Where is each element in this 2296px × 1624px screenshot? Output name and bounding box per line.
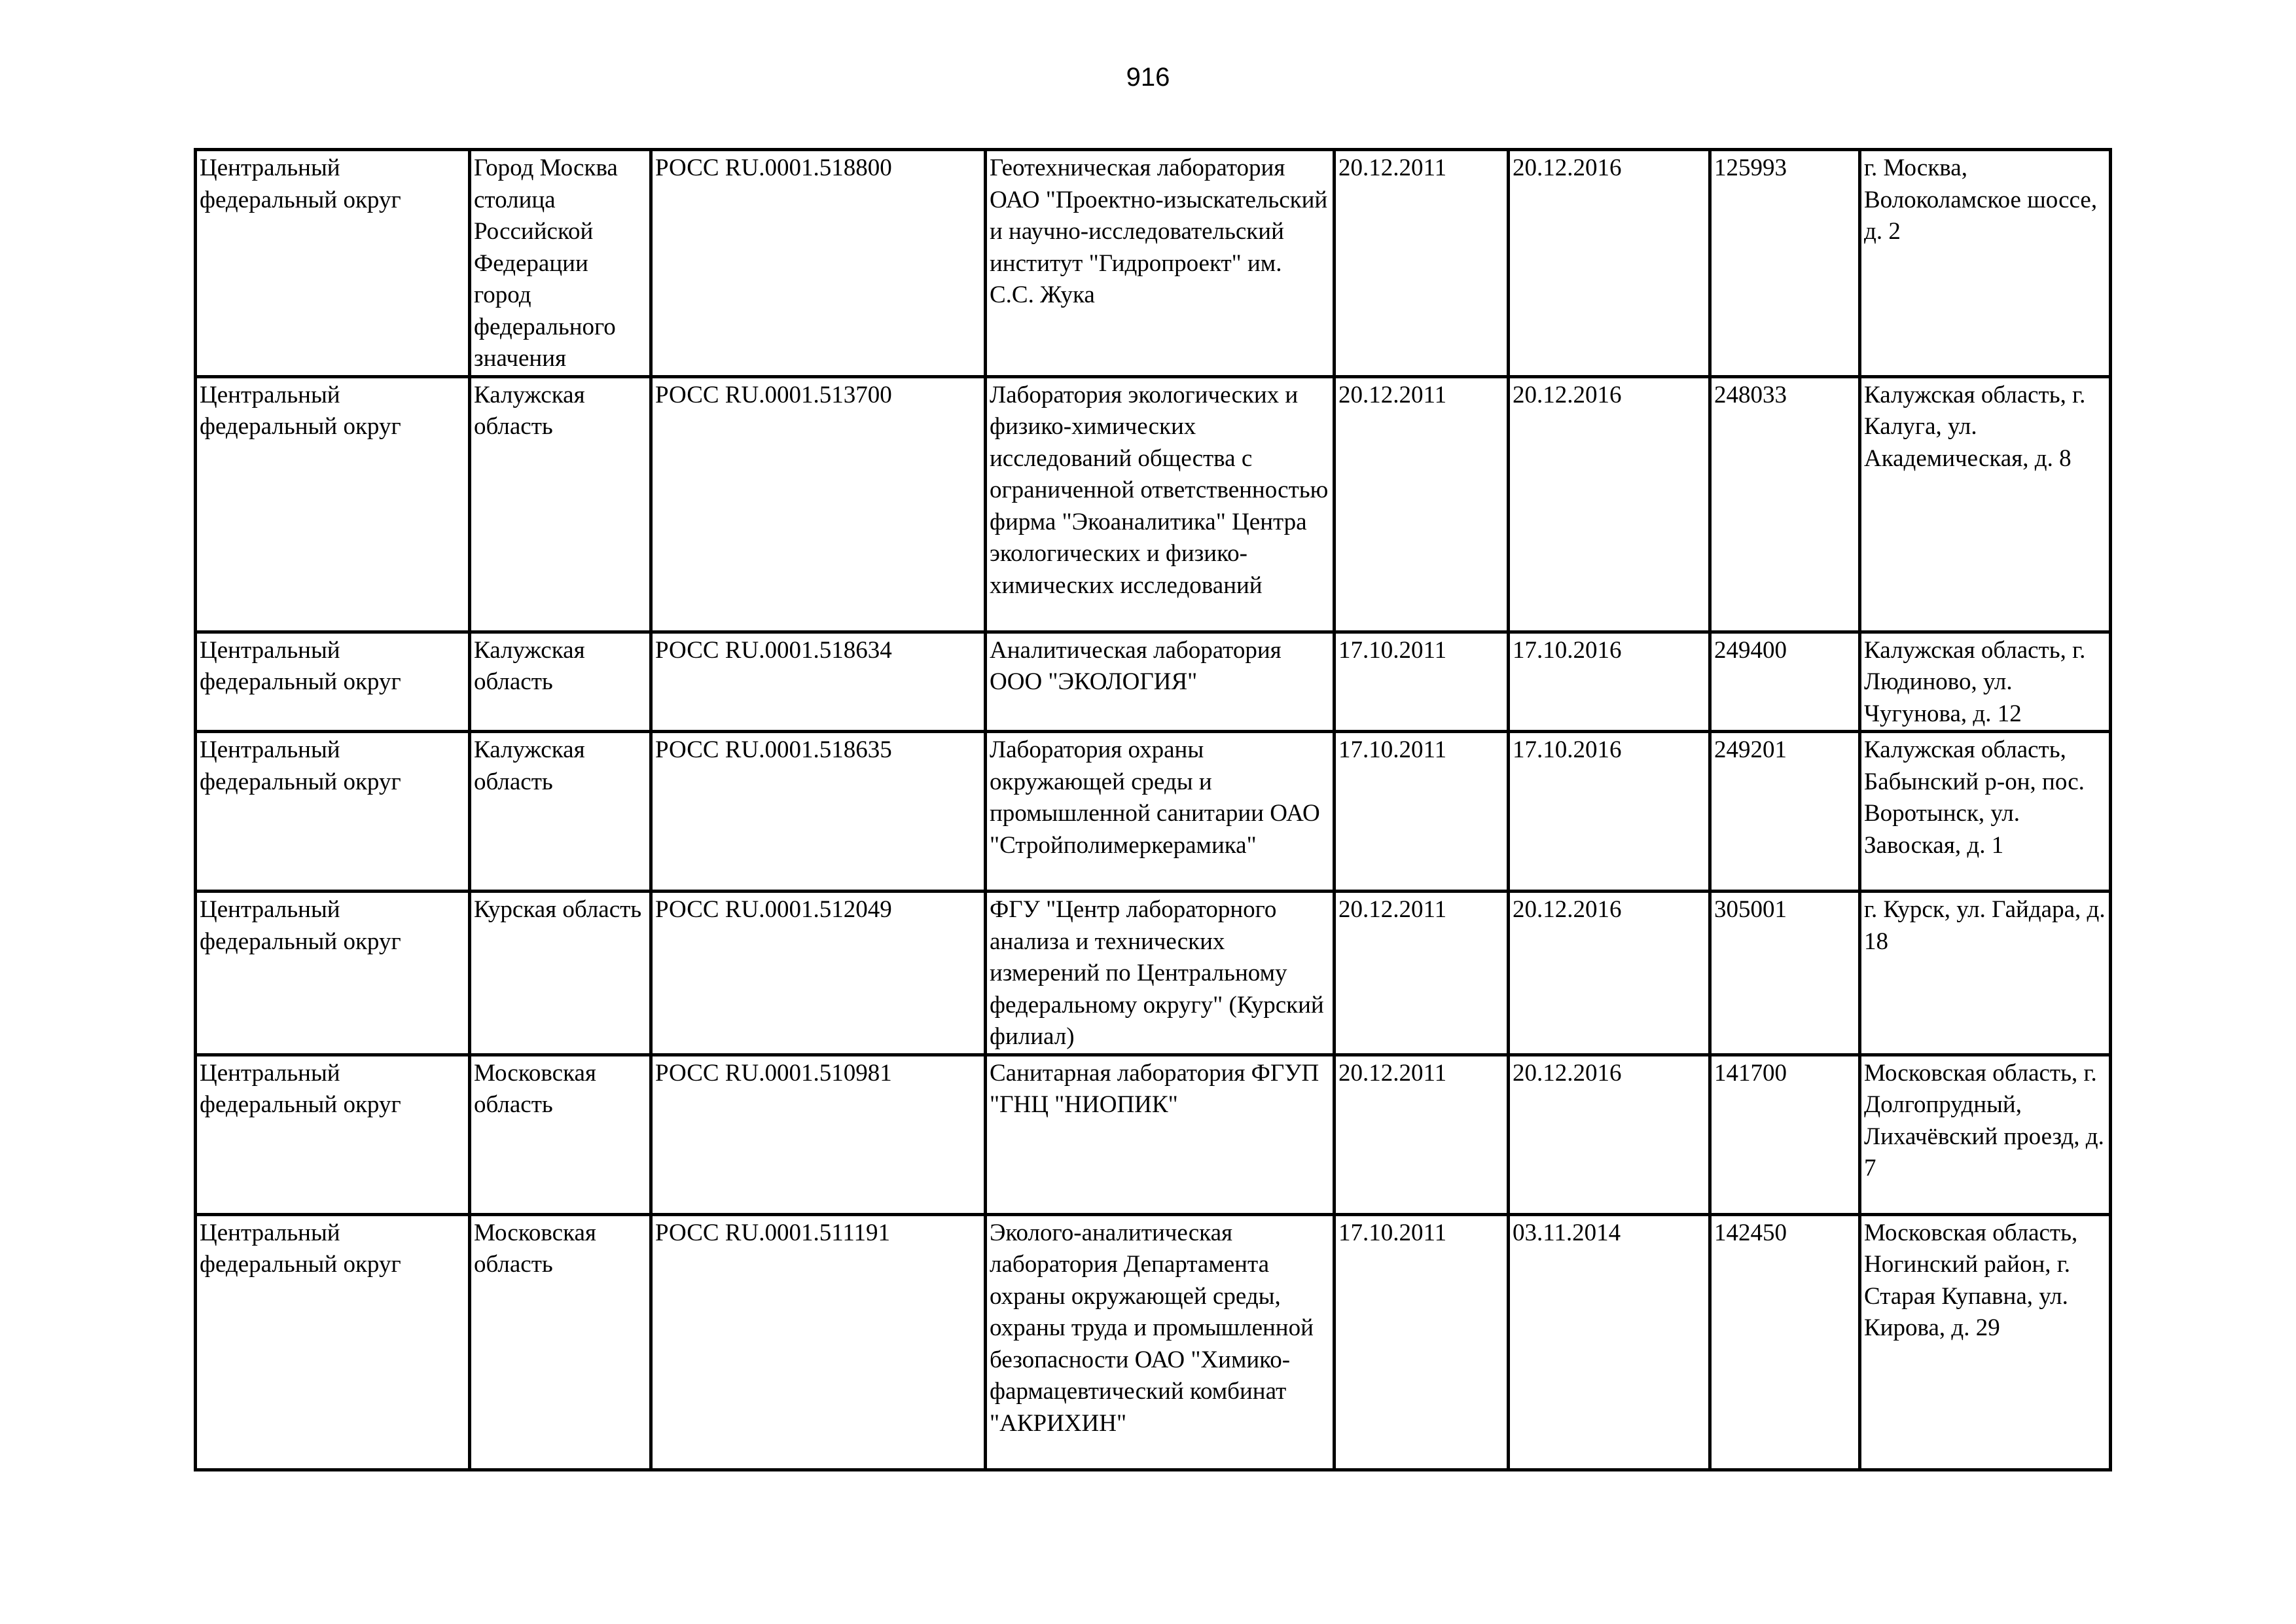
address-cell: Калужская область, г. Калуга, ул. Академическая, д. 8 [1860, 376, 2111, 632]
table-row [196, 732, 2111, 892]
laboratory-cell: Лаборатория охраны окружающей среды и промышленной санитарии ОАО "Стройполимеркерамика" [986, 732, 1335, 892]
certificate-cell: РОСС RU.0001.518635 [651, 732, 986, 892]
date-to-cell: 20.12.2016 [1509, 892, 1710, 1055]
address-cell: Московская область, г. Долгопрудный, Лихачёвский проезд, д. 7 [1860, 1055, 2111, 1214]
date-from-cell: 17.10.2011 [1335, 632, 1509, 732]
region-cell: Калужская область [470, 632, 651, 732]
certificate-cell: РОСС RU.0001.512049 [651, 892, 986, 1055]
table-row [196, 1055, 2111, 1214]
date-from-cell: 20.12.2011 [1335, 376, 1509, 632]
laboratory-cell: Санитарная лаборатория ФГУП "ГНЦ "НИОПИК" [986, 1055, 1335, 1214]
address-cell: г. Курск, ул. Гайдара, д. 18 [1860, 892, 2111, 1055]
date-to-cell: 03.11.2014 [1509, 1214, 1710, 1470]
postal-code-cell: 141700 [1710, 1055, 1860, 1214]
certificate-cell: РОСС RU.0001.518800 [651, 150, 986, 377]
region-cell: Московская область [470, 1214, 651, 1470]
region-cell: Московская область [470, 1055, 651, 1214]
postal-code-cell: 125993 [1710, 150, 1860, 377]
postal-code-cell: 248033 [1710, 376, 1860, 632]
address-cell: г. Москва, Волоколамское шоссе, д. 2 [1860, 150, 2111, 377]
address-cell: Калужская область, г. Людиново, ул. Чугунова, д. 12 [1860, 632, 2111, 732]
page-number: 916 [1126, 63, 1170, 92]
region-cell: Курская область [470, 892, 651, 1055]
district-cell: Центральный федеральный округ [196, 732, 470, 892]
district-cell: Центральный федеральный округ [196, 1214, 470, 1470]
address-cell: Московская область, Ногинский район, г. Старая Купавна, ул. Кирова, д. 29 [1860, 1214, 2111, 1470]
date-from-cell: 20.12.2011 [1335, 1055, 1509, 1214]
table-row [196, 150, 2111, 377]
table-row [196, 1214, 2111, 1470]
certificate-cell: РОСС RU.0001.511191 [651, 1214, 986, 1470]
district-cell: Центральный федеральный округ [196, 892, 470, 1055]
table-row [196, 892, 2111, 1055]
region-cell: Калужская область [470, 376, 651, 632]
table-row [196, 632, 2111, 732]
certificate-cell: РОСС RU.0001.518634 [651, 632, 986, 732]
district-cell: Центральный федеральный округ [196, 632, 470, 732]
date-from-cell: 17.10.2011 [1335, 1214, 1509, 1470]
table-row [196, 376, 2111, 632]
date-to-cell: 20.12.2016 [1509, 376, 1710, 632]
region-cell: Калужская область [470, 732, 651, 892]
district-cell: Центральный федеральный округ [196, 1055, 470, 1214]
date-to-cell: 20.12.2016 [1509, 1055, 1710, 1214]
laboratory-registry-table [194, 148, 2112, 1471]
postal-code-cell: 249400 [1710, 632, 1860, 732]
postal-code-cell: 142450 [1710, 1214, 1860, 1470]
date-to-cell: 20.12.2016 [1509, 150, 1710, 377]
postal-code-cell: 305001 [1710, 892, 1860, 1055]
district-cell: Центральный федеральный округ [196, 150, 470, 377]
district-cell: Центральный федеральный округ [196, 376, 470, 632]
laboratory-cell: Лаборатория экологических и физико-химических исследований общества с ограниченной ответственностью фирма "Экоаналитика" Центра экологических и физико-химических исследований [986, 376, 1335, 632]
certificate-cell: РОСС RU.0001.513700 [651, 376, 986, 632]
laboratory-cell: Аналитическая лаборатория ООО "ЭКОЛОГИЯ" [986, 632, 1335, 732]
address-cell: Калужская область, Бабынский р-он, пос. Воротынск, ул. Завоская, д. 1 [1860, 732, 2111, 892]
date-to-cell: 17.10.2016 [1509, 732, 1710, 892]
date-from-cell: 20.12.2011 [1335, 892, 1509, 1055]
date-from-cell: 20.12.2011 [1335, 150, 1509, 377]
date-to-cell: 17.10.2016 [1509, 632, 1710, 732]
postal-code-cell: 249201 [1710, 732, 1860, 892]
region-cell: Город Москва столица Российской Федерации город федерального значения [470, 150, 651, 377]
laboratory-cell: Геотехническая лаборатория ОАО "Проектно-изыскательский и научно-исследовательский институт "Гидропроект" им. С.С. Жука [986, 150, 1335, 377]
date-from-cell: 17.10.2011 [1335, 732, 1509, 892]
certificate-cell: РОСС RU.0001.510981 [651, 1055, 986, 1214]
laboratory-cell: ФГУ "Центр лабораторного анализа и технических измерений по Центральному федеральному округу" (Курский филиал) [986, 892, 1335, 1055]
laboratory-cell: Эколого-аналитическая лаборатория Департамента охраны окружающей среды, охраны труда и промышленной безопасности ОАО "Химико-фармацевтический комбинат "АКРИХИН" [986, 1214, 1335, 1470]
